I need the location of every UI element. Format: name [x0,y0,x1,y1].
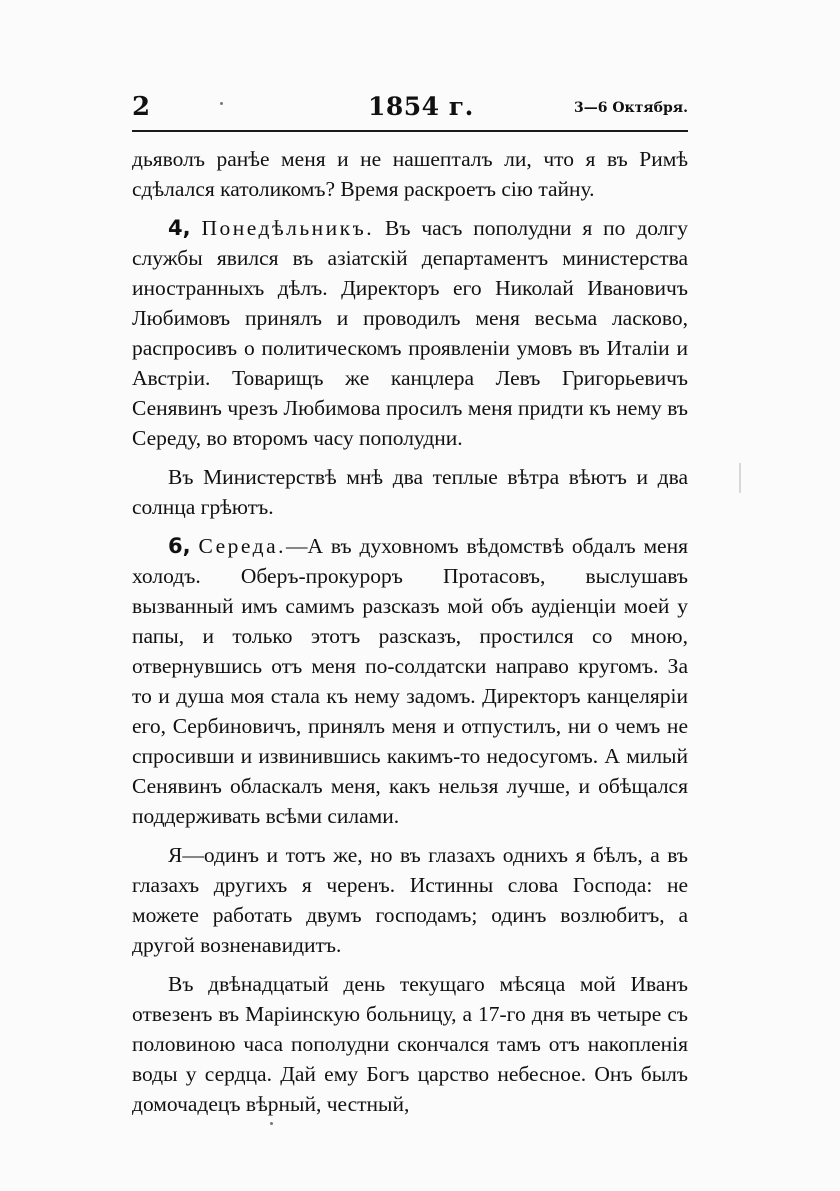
page-number: 2 [132,92,151,122]
paragraph-continuation [132,144,688,204]
scan-speck [270,1122,273,1125]
scan-speck [220,102,223,105]
page-header [132,92,688,128]
paragraph-entry-6 [132,531,688,831]
entry-date-number: 6, [168,534,191,558]
page-body [132,144,688,1128]
paragraph-text: Въ часъ пополудни я по долгу службы явился въ азіатскій департаментъ министерства иностранныхъ дѣлъ. Директоръ его Николай Ивановичъ Любимовъ принялъ и проводилъ меня весьма ласково, распросивъ о политическомъ проявленіи умовъ въ Италіи и Австріи. Товарищъ же канцлера Левъ Григорьевичъ Сенявинъ чрезъ Любимова просилъ меня придти къ нему въ Середу, во второмъ часу пополудни. [132,216,688,450]
header-rule [132,130,688,132]
paragraph [132,462,688,522]
paragraph-text: Я—одинъ и тотъ же, но въ глазахъ однихъ я бѣлъ, а въ глазахъ другихъ я черенъ. Истинны слова Господа: не можете работать двумъ господамъ; одинъ возлюбитъ, а другой возненавидитъ. [132,843,688,957]
paragraph-text: Въ двѣнадцатый день текущаго мѣсяца мой Иванъ отвезенъ въ Маріинскую больницу, а 17-го дня въ четыре съ половиною часа пополудни скончался тамъ отъ накопленія воды у сердца. Дай ему Богъ царство небесное. Онъ былъ домочадецъ вѣрный, честный, [132,972,688,1116]
margin-scan-mark [739,463,741,493]
running-title-dates: 3—6 Октября. [573,100,688,116]
paragraph-text: Въ Министерствѣ мнѣ два теплые вѣтра вѣютъ и два солнца грѣютъ. [132,465,688,519]
running-title-year: 1854 г. [368,92,474,121]
paragraph-text: —А въ духовномъ вѣдомствѣ обдалъ меня холодъ. Оберъ-прокуроръ Протасовъ, выслушавъ вызванный имъ самимъ разсказъ мой объ аудіенціи моей у папы, и только этотъ разсказъ, простился со мною, отвернувшись отъ меня по-солдатски направо кругомъ. За то и душа моя стала къ нему задомъ. Директоръ канцеляріи его, Сербиновичъ, принялъ меня и отпустилъ, ни о чемъ не спросивши и извинившись какимъ-то недосугомъ. А милый Сенявинъ обласкалъ меня, какъ нельзя лучше, и обѣщался поддерживать всѣми силами. [132,534,688,828]
entry-weekday: Понедѣльникъ. [201,216,375,240]
paragraph [132,840,688,960]
paragraph-text: дьяволъ ранѣе меня и не нашепталъ ли, что я въ Римѣ сдѣлался католикомъ? Время раскроетъ сію тайну. [132,147,688,201]
paragraph-entry-4 [132,213,688,453]
paragraph [132,969,688,1119]
entry-date-number: 4, [168,216,191,240]
entry-weekday: Середа. [198,534,286,558]
